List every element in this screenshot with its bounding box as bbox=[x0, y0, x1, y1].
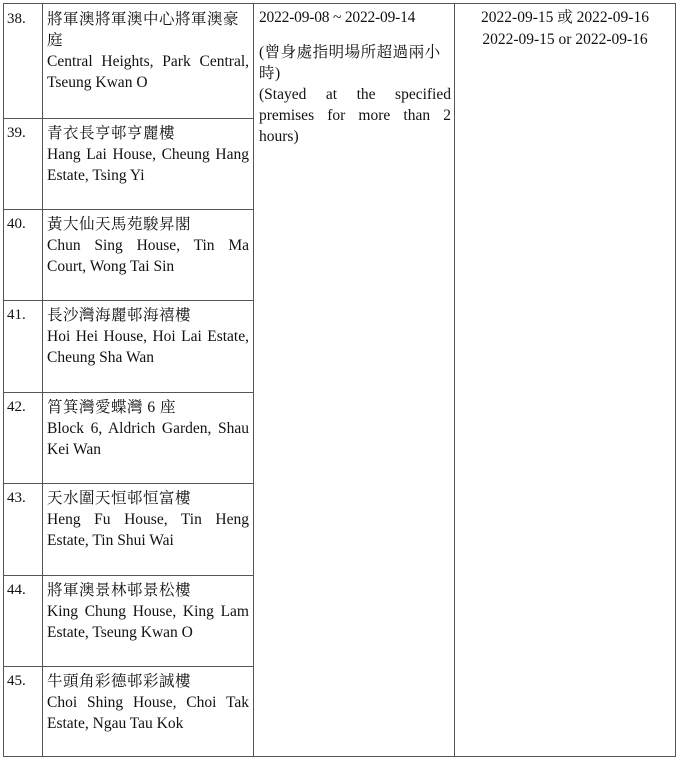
visit-note-zh: (曾身處指明場所超過兩小時) bbox=[259, 44, 441, 82]
location-name-zh: 天水圍天恒邨恒富樓 bbox=[47, 490, 192, 507]
location-cell bbox=[47, 488, 249, 551]
location-cell bbox=[47, 580, 249, 643]
location-cell bbox=[47, 214, 249, 277]
location-cell bbox=[47, 671, 249, 734]
location-name-en: Hoi Hei House, Hoi Lai Estate, Cheung Sha Wan bbox=[47, 328, 249, 366]
row-divider bbox=[3, 300, 253, 301]
visit-note-en: (Stayed at the specified premises for more than 2 hours) bbox=[259, 86, 451, 145]
location-name-zh: 將軍澳將軍澳中心將軍澳豪庭 bbox=[47, 11, 240, 49]
location-cell bbox=[47, 397, 249, 460]
row-divider bbox=[3, 666, 253, 667]
location-name-zh: 牛頭角彩德邨彩誠樓 bbox=[47, 673, 192, 690]
column-divider-number bbox=[42, 3, 43, 757]
row-divider bbox=[3, 392, 253, 393]
location-name-en: King Chung House, King Lam Estate, Tseung Kwan O bbox=[47, 603, 249, 641]
test-dates-cell bbox=[459, 7, 671, 51]
row-number: 43. bbox=[7, 490, 26, 506]
row-divider bbox=[3, 209, 253, 210]
row-divider bbox=[3, 483, 253, 484]
row-number: 42. bbox=[7, 399, 26, 415]
location-name-zh: 青衣長亨邨亨麗樓 bbox=[47, 125, 176, 142]
location-name-en: Block 6, Aldrich Garden, Shau Kei Wan bbox=[47, 420, 249, 458]
row-divider bbox=[3, 575, 253, 576]
row-number: 40. bbox=[7, 216, 26, 232]
visit-date-range: 2022-09-08 ~ 2022-09-14 bbox=[259, 9, 416, 26]
location-name-en: Heng Fu House, Tin Heng Estate, Tin Shui Wai bbox=[47, 511, 249, 549]
row-number: 39. bbox=[7, 125, 26, 141]
location-name-zh: 黃大仙天馬苑駿昇閣 bbox=[47, 216, 192, 233]
row-divider bbox=[3, 118, 253, 119]
column-divider-period bbox=[454, 3, 455, 757]
row-number: 45. bbox=[7, 673, 26, 689]
location-cell bbox=[47, 9, 249, 93]
row-number: 38. bbox=[7, 11, 26, 27]
location-name-zh: 長沙灣海麗邨海禧樓 bbox=[47, 307, 192, 324]
location-name-zh: 將軍澳景林邨景松樓 bbox=[47, 582, 192, 599]
row-number: 41. bbox=[7, 307, 26, 323]
location-name-en: Hang Lai House, Cheung Hang Estate, Tsing Yi bbox=[47, 146, 249, 184]
location-name-en: Chun Sing House, Tin Ma Court, Wong Tai Sin bbox=[47, 237, 249, 275]
test-dates-zh: 2022-09-15 或 2022-09-16 bbox=[481, 9, 649, 26]
location-name-en: Choi Shing House, Choi Tak Estate, Ngau Tau Kok bbox=[47, 694, 249, 732]
location-name-en: Central Heights, Park Central, Tseung Kwan O bbox=[47, 53, 249, 91]
visit-period-cell bbox=[259, 7, 451, 147]
location-cell bbox=[47, 305, 249, 368]
test-dates-en: 2022-09-15 or 2022-09-16 bbox=[482, 31, 648, 48]
row-number: 44. bbox=[7, 582, 26, 598]
location-cell bbox=[47, 123, 249, 186]
column-divider-location bbox=[253, 3, 254, 757]
location-name-zh: 筲箕灣愛蝶灣 6 座 bbox=[47, 399, 177, 416]
